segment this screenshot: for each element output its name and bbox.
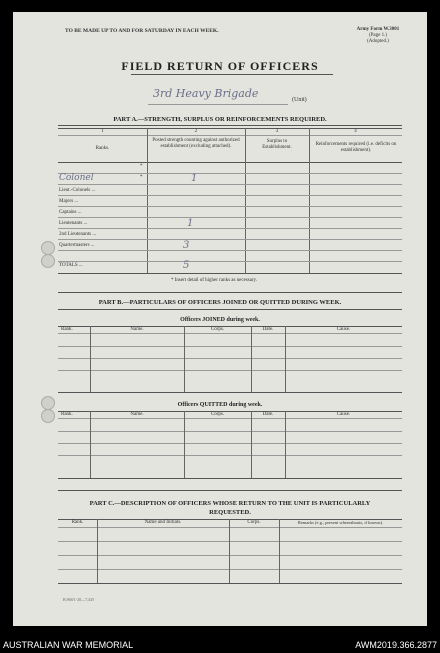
- instruction-text: TO BE MADE UP TO AND FOR SATURDAY IN EACH WEEK.: [65, 28, 219, 34]
- col-divider: [90, 326, 91, 392]
- row-line: [58, 261, 402, 262]
- col-divider: [251, 326, 252, 392]
- col-header-surplus: Surplus to Establishment.: [262, 139, 292, 150]
- col-header-ranks: Ranks.: [95, 146, 110, 151]
- rank-label: TOTALS ...: [59, 263, 83, 268]
- form-page: (Page 1.): [368, 33, 388, 38]
- rank-colonel-handwritten: Colonel: [59, 173, 94, 183]
- punch-hole: [41, 254, 55, 268]
- unit-label: (Unit): [292, 97, 307, 103]
- part-b-top-rule: [58, 292, 402, 293]
- col-number-3: 3: [275, 129, 279, 134]
- unit-handwritten: 3rd Heavy Brigade: [153, 87, 259, 100]
- row-line: [58, 569, 402, 570]
- col-divider: [285, 411, 286, 478]
- part-c-table-bottom: [58, 583, 402, 584]
- row-line: [58, 217, 402, 218]
- part-c-header-rule: [58, 527, 402, 528]
- form-number-block: [343, 27, 413, 45]
- row-line: [58, 541, 402, 542]
- quitted-col-corps: Corps.: [210, 412, 225, 417]
- row-line: [58, 431, 402, 432]
- row-line: [58, 184, 402, 185]
- unit-line: [148, 104, 288, 105]
- row-line: [58, 455, 402, 456]
- quitted-col-cause: Cause.: [336, 412, 351, 417]
- col-header-posted: Posted strength counting against authorized establishment (excluding attached).: [152, 138, 240, 149]
- quitted-col-date: Date.: [262, 412, 274, 417]
- rank-label: Majors ...: [59, 199, 79, 204]
- form-number: Army Form W.3001: [356, 27, 400, 32]
- col-number-2: 2: [194, 129, 198, 134]
- rank-label: 2nd Lieutenants ...: [59, 232, 97, 237]
- row-line: [58, 195, 402, 196]
- row-line: [58, 370, 402, 371]
- rank-label: Captains ...: [59, 210, 82, 215]
- col-divider: [90, 411, 91, 478]
- col-divider: [279, 519, 280, 583]
- col-header-reinforcements: Reinforcements required (i.e. deficits on establishment).: [315, 142, 397, 153]
- caption-bar: [0, 636, 440, 653]
- quitted-header-rule: [58, 418, 402, 419]
- posted-value: 3: [183, 240, 190, 251]
- printer-code: B.968/1-20—7,435: [63, 597, 95, 602]
- table-a-col-divider: [309, 128, 310, 273]
- form-adopted: (Adopted.): [367, 39, 389, 44]
- quitted-col-name: Name.: [130, 412, 144, 417]
- part-c-col-corps: Corps.: [247, 520, 261, 525]
- part-c-col-rank: Rank.: [71, 520, 84, 525]
- col-divider: [97, 519, 98, 583]
- punch-hole: [41, 409, 55, 423]
- rank-label: Lieut.-Colonels ...: [59, 188, 96, 193]
- rank-label: Quartermasters ...: [59, 243, 95, 248]
- col-divider: [184, 411, 185, 478]
- punch-hole: [41, 241, 55, 255]
- part-b-rule: [58, 309, 402, 310]
- row-line: [58, 173, 402, 174]
- footnote: * Insert detail of higher ranks as necessary.: [171, 278, 258, 283]
- col-divider: [184, 326, 185, 392]
- quitted-table-bottom: [58, 478, 402, 479]
- posted-value: 5: [183, 260, 190, 271]
- asterisk-marker: *: [140, 164, 143, 169]
- col-divider: [285, 326, 286, 392]
- joined-col-corps: Corps.: [210, 327, 225, 332]
- part-b-heading: PART B.—PARTICULARS OF OFFICERS JOINED OR QUITTED DURING WEEK.: [98, 299, 342, 306]
- form-sheet: [13, 12, 427, 626]
- row-line: [58, 346, 402, 347]
- row-line: [58, 239, 402, 240]
- part-c-col-remarks: Remarks (e.g., present whereabouts, if known).: [297, 520, 384, 525]
- joined-table-bottom: [58, 392, 402, 393]
- table-a-colnum-rule: [58, 135, 402, 136]
- page-title: FIELD RETURN OF OFFICERS: [121, 59, 319, 73]
- joined-header-rule: [58, 333, 402, 334]
- title-underline: [131, 74, 333, 75]
- joined-col-date: Date.: [262, 327, 274, 332]
- part-c-col-name: Name and Initials.: [144, 520, 182, 525]
- joined-col-rank: Rank.: [61, 327, 73, 332]
- part-c-top-rule: [58, 490, 402, 491]
- col-number-4: 4: [354, 129, 357, 134]
- rank-label: Lieutenants ...: [59, 221, 88, 226]
- caption-right: AWM2019.366.2877: [355, 640, 437, 650]
- asterisk-marker: *: [140, 175, 143, 180]
- posted-value: 1: [187, 218, 194, 229]
- joined-col-name: Name.: [130, 327, 144, 332]
- table-a-col-divider: [245, 128, 246, 273]
- part-a-heading: PART A.—STRENGTH, SURPLUS OR REINFORCEMENTS REQUIRED.: [113, 116, 327, 123]
- col-divider: [229, 519, 230, 583]
- part-c-heading: PART C.—DESCRIPTION OF OFFICERS WHOSE RETURN TO THE UNIT IS PARTICULARLY REQUESTED.: [89, 500, 371, 516]
- table-a-col-divider: [147, 128, 148, 273]
- row-line: [58, 443, 402, 444]
- table-a-bottom: [58, 273, 402, 274]
- part-a-rule: [58, 125, 402, 126]
- joined-col-cause: Cause.: [336, 327, 351, 332]
- posted-value: 1: [191, 173, 198, 184]
- quitted-title: Officers QUITTED during week.: [177, 402, 263, 408]
- row-line: [58, 358, 402, 359]
- quitted-col-rank: Rank.: [61, 412, 73, 417]
- col-number-1: 1: [101, 129, 104, 134]
- col-divider: [251, 411, 252, 478]
- table-a-header-rule: [58, 162, 402, 163]
- row-line: [58, 228, 402, 229]
- row-line: [58, 206, 402, 207]
- row-line: [58, 555, 402, 556]
- caption-left: AUSTRALIAN WAR MEMORIAL: [3, 640, 134, 650]
- joined-title: Officers JOINED during week.: [180, 317, 260, 323]
- row-line: [58, 250, 402, 251]
